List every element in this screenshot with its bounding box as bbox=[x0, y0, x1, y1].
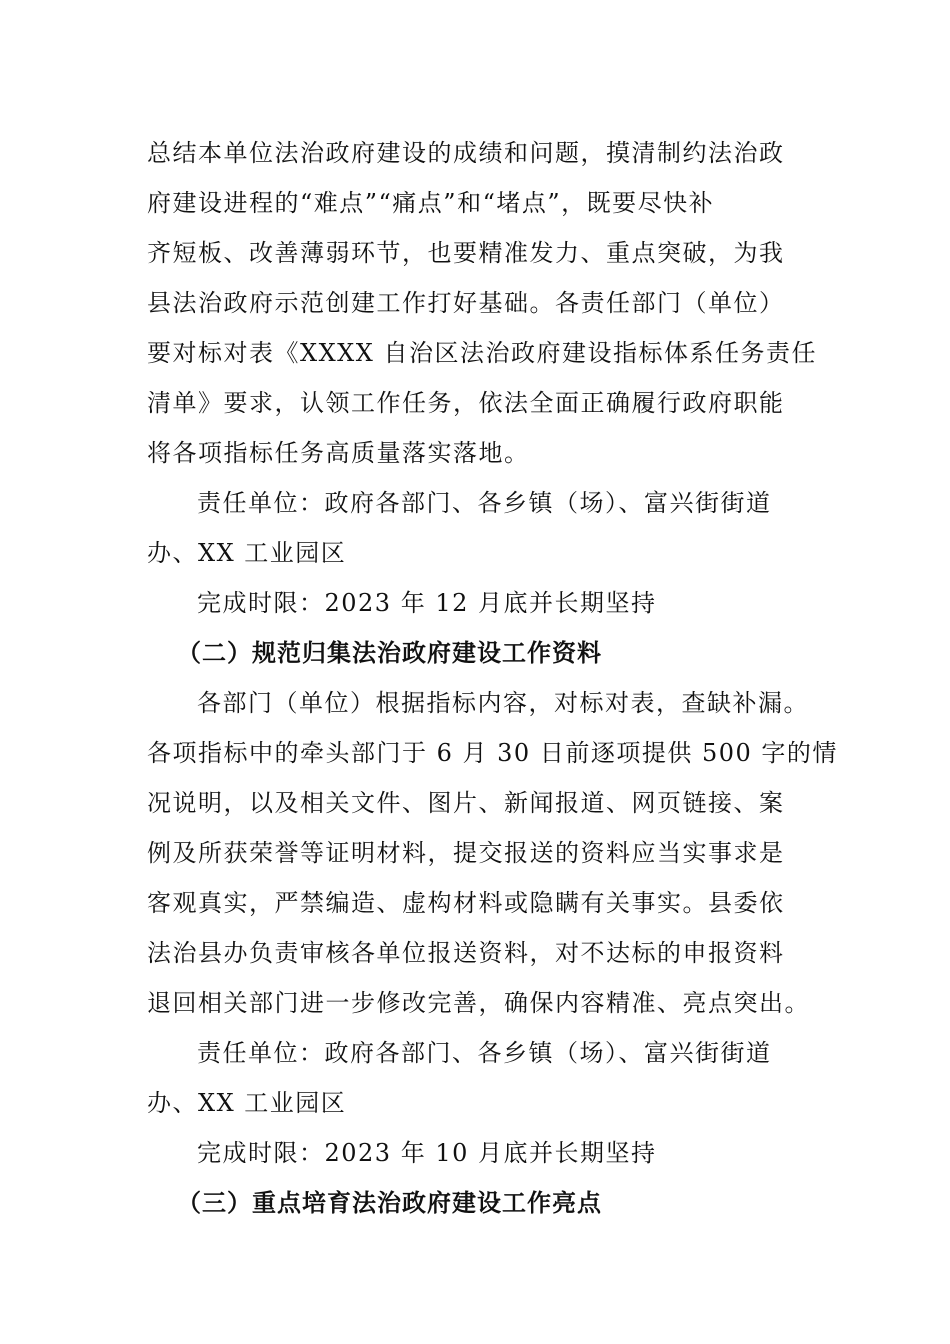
section-2-heading: （二）规范归集法治政府建设工作资料 bbox=[177, 638, 602, 667]
paragraph-2-line-4: 例及所获荣誉等证明材料，提交报送的资料应当实事求是 bbox=[147, 839, 785, 867]
section-1-responsible-line-2: 办、XX 工业园区 bbox=[147, 539, 347, 567]
section-2-responsible-line-2: 办、XX 工业园区 bbox=[147, 1089, 347, 1117]
paragraph-1-line-1: 总结本单位法治政府建设的成绩和问题，摸清制约法治政 bbox=[147, 139, 785, 167]
paragraph-2-line-5: 客观真实，严禁编造、虚构材料或隐瞒有关事实。县委依 bbox=[147, 889, 785, 917]
paragraph-2-line-3: 况说明，以及相关文件、图片、新闻报道、网页链接、案 bbox=[147, 789, 785, 817]
paragraph-2-line-7: 退回相关部门进一步修改完善，确保内容精准、亮点突出。 bbox=[147, 989, 810, 1017]
section-2-deadline: 完成时限：2023 年 10 月底并长期坚持 bbox=[197, 1139, 657, 1167]
paragraph-2-line-2: 各项指标中的牵头部门于 6 月 30 日前逐项提供 500 字的情 bbox=[147, 739, 838, 767]
section-1-deadline: 完成时限：2023 年 12 月底并长期坚持 bbox=[197, 589, 657, 617]
paragraph-1-line-6: 清单》要求，认领工作任务，依法全面正确履行政府职能 bbox=[147, 389, 785, 417]
paragraph-1-line-3: 齐短板、改善薄弱环节，也要精准发力、重点突破，为我 bbox=[147, 239, 785, 267]
paragraph-1-line-7: 将各项指标任务高质量落实落地。 bbox=[147, 439, 530, 467]
paragraph-2-line-6: 法治县办负责审核各单位报送资料，对不达标的申报资料 bbox=[147, 939, 785, 967]
section-3-heading: （三）重点培育法治政府建设工作亮点 bbox=[177, 1188, 602, 1217]
section-2-responsible-line-1: 责任单位：政府各部门、各乡镇（场）、富兴街街道 bbox=[197, 1039, 772, 1067]
paragraph-1-line-4: 县法治政府示范创建工作打好基础。各责任部门（单位） bbox=[147, 289, 785, 317]
paragraph-1-line-2: 府建设进程的“难点”“痛点”和“堵点”，既要尽快补 bbox=[147, 189, 715, 217]
paragraph-1-line-5: 要对标对表《XXXX 自治区法治政府建设指标体系任务责任 bbox=[147, 339, 817, 367]
section-1-responsible-line-1: 责任单位：政府各部门、各乡镇（场）、富兴街街道 bbox=[197, 489, 772, 517]
paragraph-2-line-1: 各部门（单位）根据指标内容，对标对表，查缺补漏。 bbox=[197, 689, 809, 717]
